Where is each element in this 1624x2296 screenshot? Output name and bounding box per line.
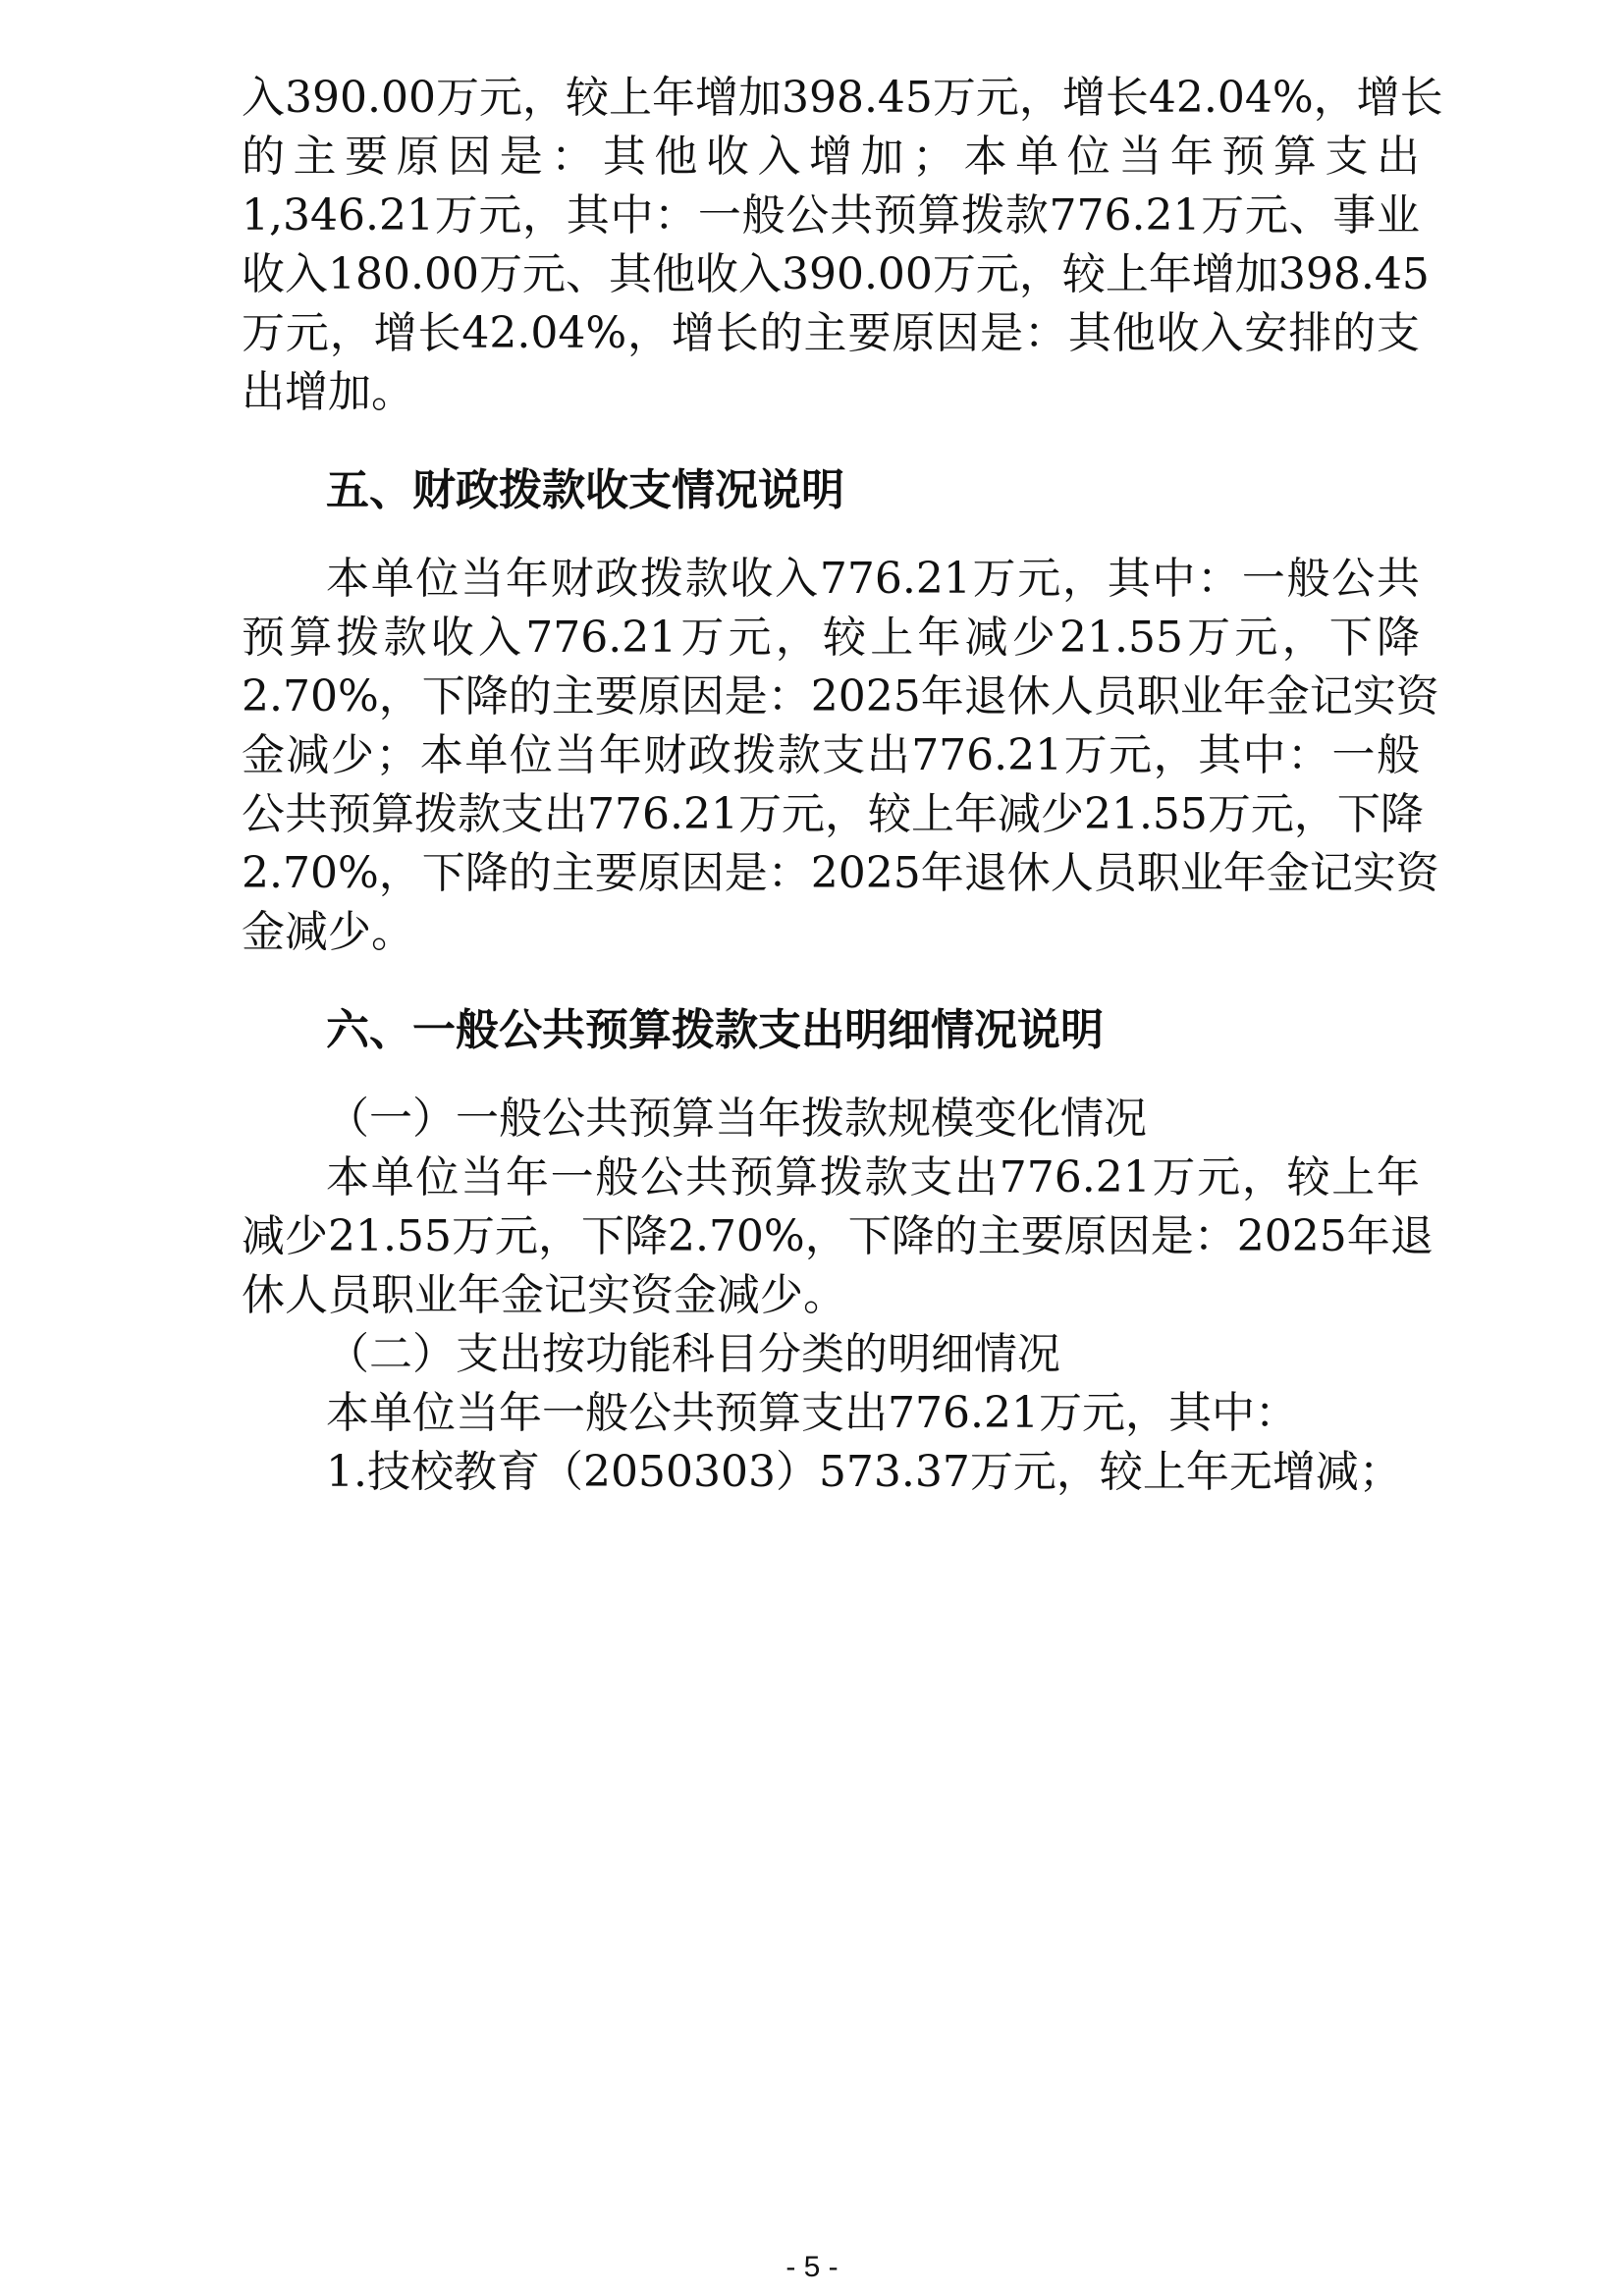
paragraph-line: 休人员职业年金记实资金减少。: [242, 1270, 846, 1320]
paragraph-line: 金减少。: [242, 907, 414, 957]
subsection-title-2: （二）支出按功能科目分类的明细情况: [326, 1329, 1060, 1379]
paragraph-line: 2.70%，下降的主要原因是：2025年退休人员职业年金记实资: [242, 671, 1439, 721]
paragraph-line: 公共预算拨款支出776.21万元，较上年减少21.55万元，下降: [242, 789, 1424, 839]
subsection-title-1: （一）一般公共预算当年拨款规模变化情况: [326, 1094, 1147, 1144]
paragraph-line: 预算拨款收入776.21万元，较上年减少21.55万元，下降: [242, 613, 1420, 663]
paragraph-line: 的主要原因是：其他收入增加；本单位当年预算支出: [242, 132, 1420, 182]
paragraph-line: 本单位当年一般公共预算拨款支出776.21万元，较上年: [326, 1152, 1420, 1202]
page-number: - 5 -: [785, 2251, 839, 2283]
section-heading-5: 五、财政拨款收支情况说明: [326, 465, 844, 515]
section-heading-6: 六、一般公共预算拨款支出明细情况说明: [326, 1005, 1104, 1055]
paragraph-line: 金减少；本单位当年财政拨款支出776.21万元，其中：一般: [242, 730, 1420, 780]
paragraph-line: 本单位当年财政拨款收入776.21万元，其中：一般公共: [326, 554, 1420, 604]
paragraph-line: 万元，增长42.04%，增长的主要原因是：其他收入安排的支: [242, 308, 1420, 358]
paragraph-line: 2.70%，下降的主要原因是：2025年退休人员职业年金记实资: [242, 848, 1439, 898]
paragraph-line: 出增加。: [242, 367, 414, 417]
paragraph-line: 收入180.00万元、其他收入390.00万元，较上年增加398.45: [242, 249, 1430, 299]
paragraph-line: 1,346.21万元，其中：一般公共预算拨款776.21万元、事业: [242, 190, 1420, 240]
paragraph-line: 入390.00万元，较上年增加398.45万元，增长42.04%，增长: [242, 73, 1443, 123]
paragraph-line: 1.技校教育（2050303）573.37万元，较上年无增减；: [326, 1447, 1402, 1497]
paragraph-line: 本单位当年一般公共预算支出776.21万元，其中：: [326, 1388, 1298, 1438]
paragraph-line: 减少21.55万元，下降2.70%，下降的主要原因是：2025年退: [242, 1211, 1434, 1261]
